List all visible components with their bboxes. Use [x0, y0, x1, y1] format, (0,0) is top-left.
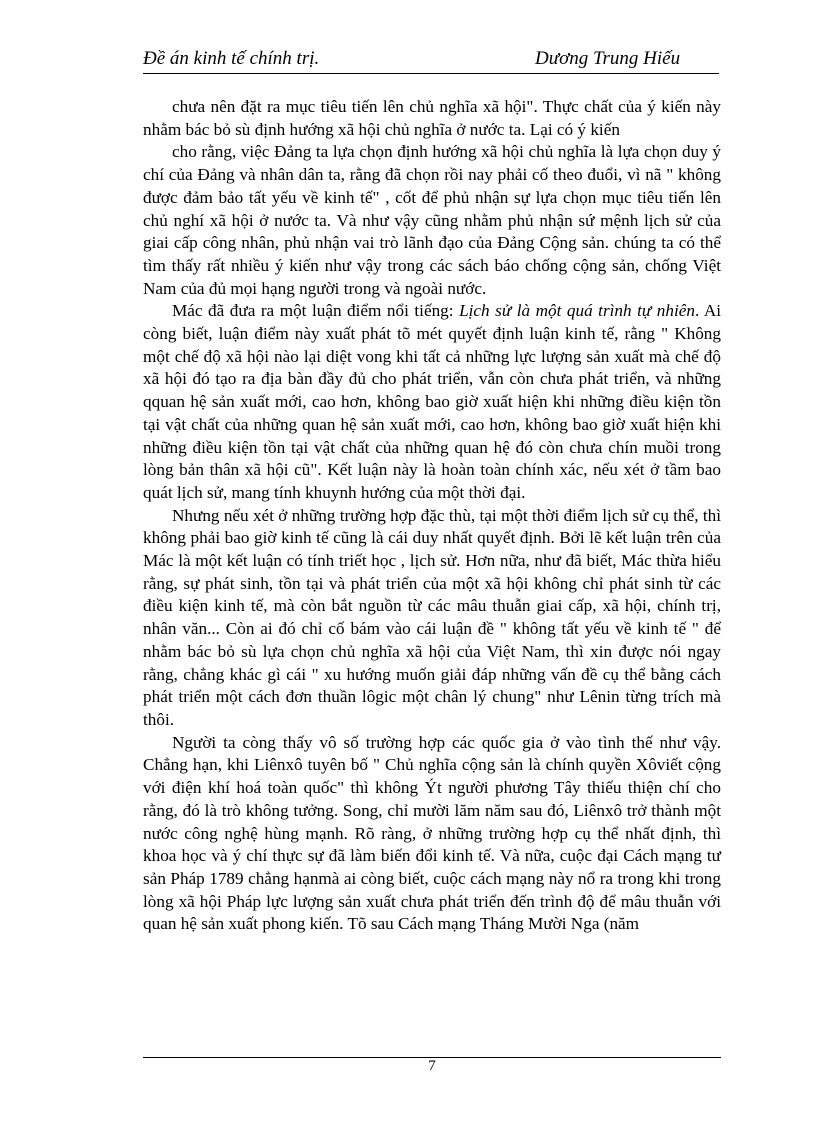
- paragraph-marx-body: Ai còng biết, luận điểm này xuất phát tõ mét quyết định luận kinh tế, rằng " Không một chế độ xã hội nào lại diệt vong khi tất cả những lực lượng sản xuất mà chế độ xã hội đó tạo ra địa bàn đầy đủ cho phát triển, vẫn còn chưa phát triển, và những qquan hệ sản xuất mới, cao hơn, không bao giờ xuất hiện khi những điều kiện tồn tại vật chất của những quan hệ sản xuất mới, cao hơn, không bao giờ xuất hiện khi những điều kiện tồn tại vật chất của những quan hệ đó còn chưa chín muồi trong lòng bản thân xã hội cũ". Kết luận này là hoàn toàn chính xác, nếu xét ở tầm bao quát lịch sử, mang tính khuynh hướng của một thời đại.: [143, 301, 721, 502]
- page-header: [143, 46, 719, 72]
- paragraph-marx-quote: Lịch sử là một quá trình tự nhiên: [459, 301, 695, 321]
- paragraph-5: Người ta còng thấy vô số trường hợp các quốc gia ở vào tình thế như vậy. Chẳng hạn, khi Liênxô tuyên bố " Chủ nghĩa cộng sản là chính quyền Xôviết cộng với điện khí hoá toàn quốc" thì không Ýt người phương Tây thiếu thiện chí cho rằng, đó là trò không tưởng. Song, chỉ mười lăm năm sau đó, Liênxô trở thành một nước công nghệ hùng mạnh. Rõ ràng, ở những trường hợp cụ thể nhất định, thì khoa học và ý chí thực sự đã làm biến đổi kinh tế. Và nữa, cuộc đại Cách mạng tư sản Pháp 1789 chẳng hạnmà ai còng biết, cuộc cách mạng này nổ ra trong khi trong lòng xã hội Pháp lực lượng sản xuất chưa phát triển đến trình độ để mâu thuẫn với quan hệ sản xuất phong kiến. Tõ sau Cách mạng Tháng Mười Nga (năm: [143, 732, 721, 934]
- paragraph-4: Nhưng nếu xét ở những trường hợp đặc thù, tại một thời điểm lịch sử cụ thể, thì không phải bao giờ kinh tế cũng là cái duy nhất quyết định. Bởi lẽ kết luận trên của Mác là một kết luận có tính triết học , lịch sử. Hơn nữa, như đã biết, Mác thừa hiểu rằng, sự phát sinh, tồn tại và phát triển của một xã hội không chỉ phát sinh từ các điều kiện kinh tế, mà còn bắt nguồn từ các mâu thuẫn giai cấp, xã hội, chính trị, nhân văn... Còn ai đó chỉ cố bám vào cái luận đề " không tất yếu về kinh tế " để nhằm bác bỏ sù lựa chọn chủ nghĩa xã hội của Việt Nam, thì xin được nói ngay rằng, chẳng khác gì cái " xu hướng muốn giải đáp những vấn đề cụ thể bằng cách phát triển một cách đơn thuần lôgic một chân lý chung" như Lênin từng trích mà thôi.: [143, 505, 721, 729]
- paragraph-marx-lead: Mác đã đưa ra một luận điểm nổi tiếng:: [172, 301, 460, 321]
- paragraph-marx: [143, 300, 721, 504]
- header-author: Dương Trung Hiếu: [535, 48, 681, 69]
- paragraph-1: chưa nên đặt ra mục tiêu tiến lên chủ nghĩa xã hội". Thực chất của ý kiến này nhằm bác bỏ sù định hướng xã hội chủ nghĩa ở nước ta. Lại có ý kiến: [143, 97, 721, 139]
- header-divider: [143, 73, 719, 74]
- paragraph-2: cho rằng, việc Đảng ta lựa chọn định hướng xã hội chủ nghĩa là lựa chọn duy ý chí của Đảng và nhân dân ta, rằng đã chọn rồi nay phải cố theo đuổi, vì nã " không được đảm bảo tất yếu về kinh tế" , cốt để phủ nhận sự lựa chọn mục tiêu tiến lên chủ nghí xã hội ở nước ta. Và như vậy cũng nhằm phủ nhận sứ mệnh lịch sử của giai cấp công nhân, phủ nhận vai trò lãnh đạo của Đảng Cộng sản. chúng ta có thể tìm thấy rất nhiều ý kiến như vậy trong các sách báo chống cộng sản, chống Việt Nam của đủ mọi hạng người trong và ngoài nước.: [143, 142, 721, 298]
- document-body: [143, 96, 721, 936]
- header-title: Đề án kinh tế chính trị.: [143, 48, 320, 69]
- paragraph-marx-dot: .: [694, 301, 704, 321]
- page-number: 7: [428, 1058, 436, 1074]
